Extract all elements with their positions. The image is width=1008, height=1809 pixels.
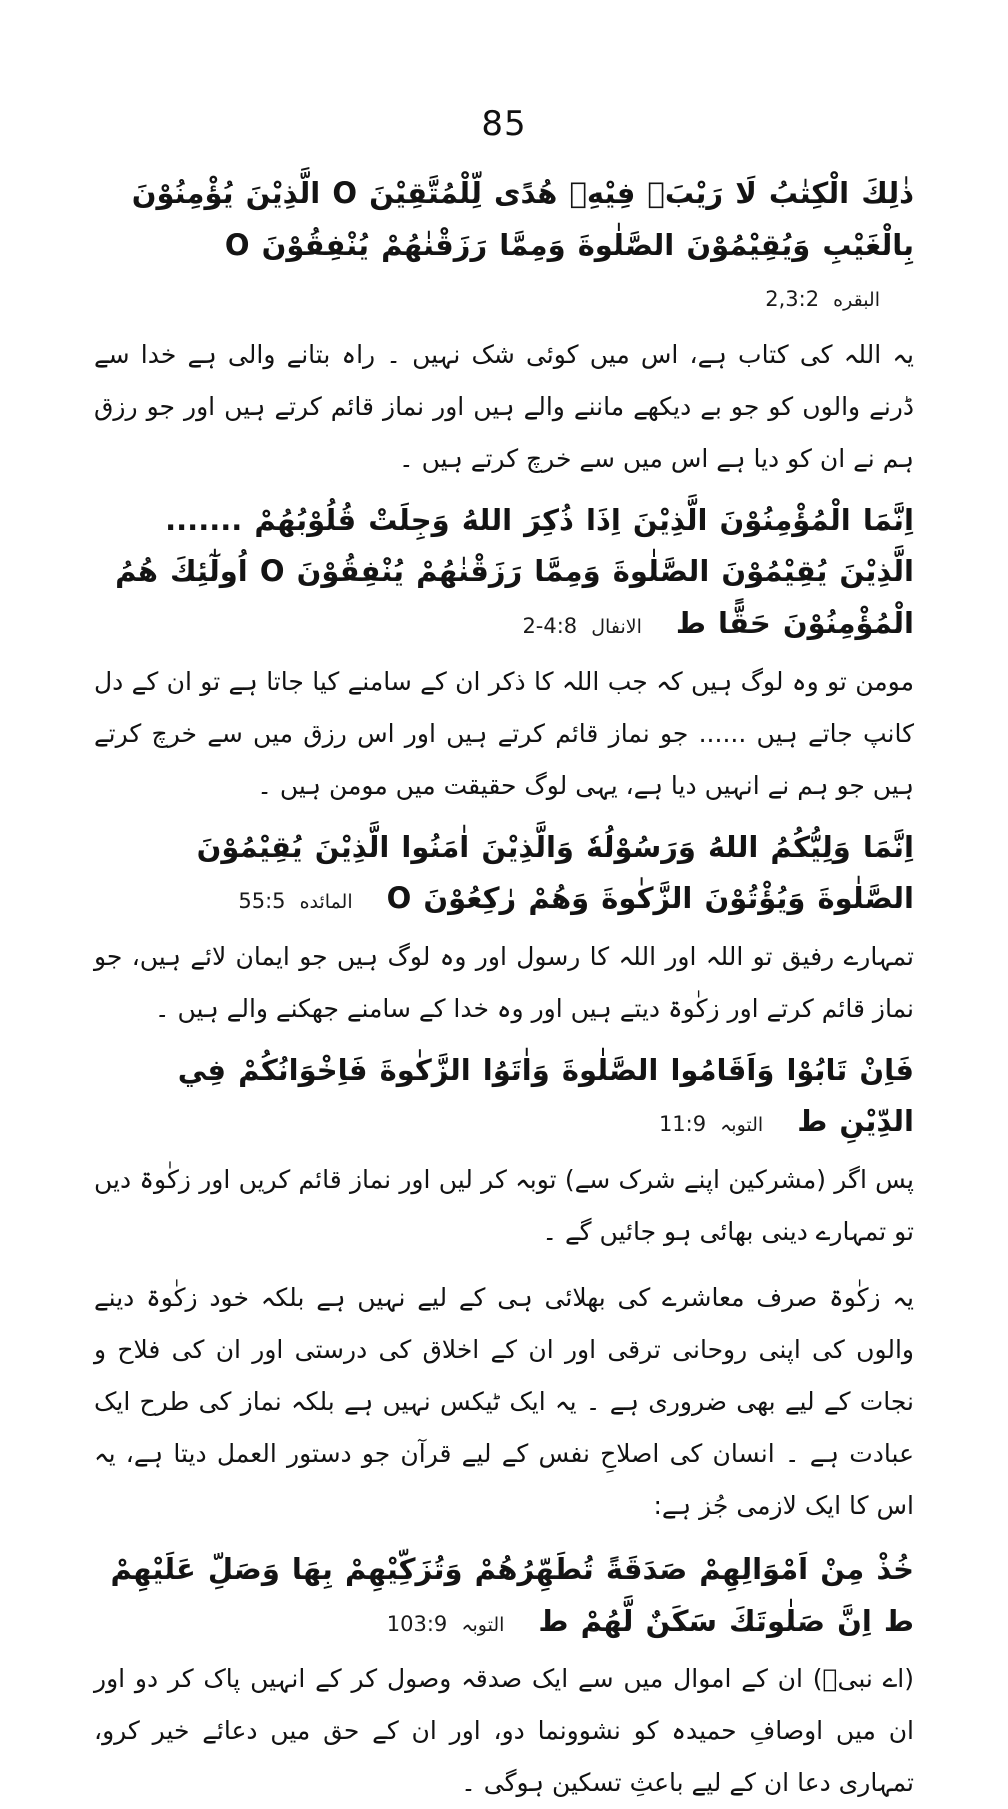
verse-3-arabic — [94, 822, 914, 925]
page-number: 85 — [481, 104, 527, 144]
verse-block-anfal — [94, 495, 914, 812]
verse-5-surah-name: التوبہ — [461, 1613, 505, 1636]
verse-4-arabic-text: فَاِنْ تَابُوْا وَاَقَامُوا الصَّلٰوةَ وَاٰتَوُا الزَّكٰوةَ فَاِخْوَانُكُمْ فِي الدِّيْنِ ط — [177, 1052, 914, 1139]
verse-1-arabic — [94, 168, 914, 323]
verse-4-surah-name: التوبہ — [720, 1114, 764, 1137]
verse-2-arabic-text: اِنَّمَا الْمُؤْمِنُوْنَ الَّذِيْنَ اِذَا ذُكِرَ اللهُ وَجِلَتْ قُلُوْبُهُمْ ....... الَّذِيْنَ يُقِيْمُوْنَ الصَّلٰوةَ وَمِمَّا رَزَقْنٰهُمْ يُنْفِقُوْنَ O اُولٰٓئِكَ هُمُ الْمُؤْمِنُوْنَ حَقًّا ط — [115, 502, 914, 641]
verse-3-ayah-number: 55:5 — [238, 889, 286, 914]
verse-2-urdu-translation: مومن تو وہ لوگ ہیں کہ جب اللہ کا ذکر ان کے سامنے کیا جاتا ہے تو ان کے دل کانپ جاتے ہیں ...... جو نماز قائم کرتے ہیں اور اس رزق میں سے خرچ کرتے ہیں جو ہم نے انہیں دیا ہے، یہی لوگ حقیقت میں مومن ہیں ۔ — [94, 666, 914, 800]
verse-5-ayah-number: 103:9 — [386, 1611, 448, 1636]
verse-4-reference — [659, 1106, 763, 1143]
verse-4-ayah-number: 11:9 — [658, 1112, 707, 1137]
verse-4-arabic — [94, 1045, 914, 1148]
verse-5-urdu-translation: (اے نبیؐ) ان کے اموال میں سے ایک صدقہ وصول کر کے انہیں پاک کر دو اور ان میں اوصافِ حمیدہ کو نشوونما دو، اور ان کے حق میں دعائے خیر کرو، تمہاری دعا ان کے لیے باعثِ تسکین ہوگی ۔ — [94, 1664, 914, 1798]
verse-block-baqarah — [94, 168, 914, 485]
verse-3-arabic-text: اِنَّمَا وَلِيُّكُمُ اللهُ وَرَسُوْلُهٗ وَالَّذِيْنَ اٰمَنُوا الَّذِيْنَ يُقِيْمُوْنَ الصَّلٰوةَ وَيُؤْتُوْنَ الزَّكٰوةَ وَهُمْ رٰكِعُوْنَ O — [196, 829, 914, 916]
verse-1-reference — [765, 281, 880, 318]
verse-1-urdu-translation: یہ اللہ کی کتاب ہے، اس میں کوئی شک نہیں ۔ راہ بتانے والی ہے خدا سے ڈرنے والوں کو جو بے دیکھے ماننے والے ہیں اور نماز قائم کرتے ہیں اور جو رزق ہم نے ان کو دیا ہے اس میں سے خرچ کرتے ہیں ۔ — [94, 339, 914, 473]
verse-block-maidah — [94, 822, 914, 1035]
verse-1-ayah-number: 2,3:2 — [765, 287, 820, 312]
verse-3-reference — [238, 883, 352, 920]
verse-5-arabic — [94, 1544, 914, 1647]
verse-5-reference — [387, 1606, 505, 1643]
verse-1-arabic-text: ذٰلِكَ الْكِتٰبُ لَا رَيْبَۛ فِيْهِۛ هُدًى لِّلْمُتَّقِيْنَ O الَّذِيْنَ يُؤْمِنُوْنَ بِالْغَيْبِ وَيُقِيْمُوْنَ الصَّلٰوةَ وَمِمَّا رَزَقْنٰهُمْ يُنْفِقُوْنَ O — [131, 176, 914, 262]
verse-4-urdu-translation: پس اگر (مشرکین اپنے شرک سے) توبہ کر لیں اور نماز قائم کریں اور زکٰوۃ دیں تو تمہارے دینی بھائی ہو جائیں گے ۔ — [94, 1165, 914, 1247]
verse-1-surah-name: البقره — [833, 289, 880, 312]
verse-block-tawbah-103 — [94, 1544, 914, 1809]
commentary-paragraph: یہ زکٰوۃ صرف معاشرے کی بھلائی ہی کے لیے نہیں ہے بلکہ خود زکٰوۃ دینے والوں کی اپنی روحانی ترقی اور ان کے اخلاق کی درستی اور ان کی فلاح و نجات کے لیے بھی ضروری ہے ۔ یہ ایک ٹیکس نہیں ہے بلکہ نماز کی طرح ایک عبادت ہے ۔ انسان کی اصلاحِ نفس کے لیے قرآن جو دستور العمل دیتا ہے، یہ اس کا ایک لازمی جُز ہے: — [94, 1283, 914, 1521]
verse-2-surah-name: الانفال — [591, 616, 642, 639]
verse-3-surah-name: المائده — [299, 891, 353, 914]
verse-3-urdu-translation: تمہارے رفیق تو اللہ اور اللہ کا رسول اور وہ لوگ ہیں جو ایمان لائے ہیں، جو نماز قائم کرتے اور زکٰوۃ دیتے ہیں اور وہ خدا کے سامنے جھکنے والے ہیں ۔ — [94, 941, 914, 1023]
verse-2-reference — [522, 608, 641, 645]
verse-5-arabic-text: خُذْ مِنْ اَمْوَالِهِمْ صَدَقَةً تُطَهِّرُهُمْ وَتُزَكِّيْهِمْ بِهَا وَصَلِّ عَلَيْهِمْ ط اِنَّ صَلٰوتَكَ سَكَنٌ لَّهُمْ ط — [110, 1552, 914, 1638]
verse-2-arabic — [94, 495, 914, 650]
verse-2-ayah-number: 2-4:8 — [522, 614, 578, 639]
verse-block-tawbah-11 — [94, 1045, 914, 1258]
